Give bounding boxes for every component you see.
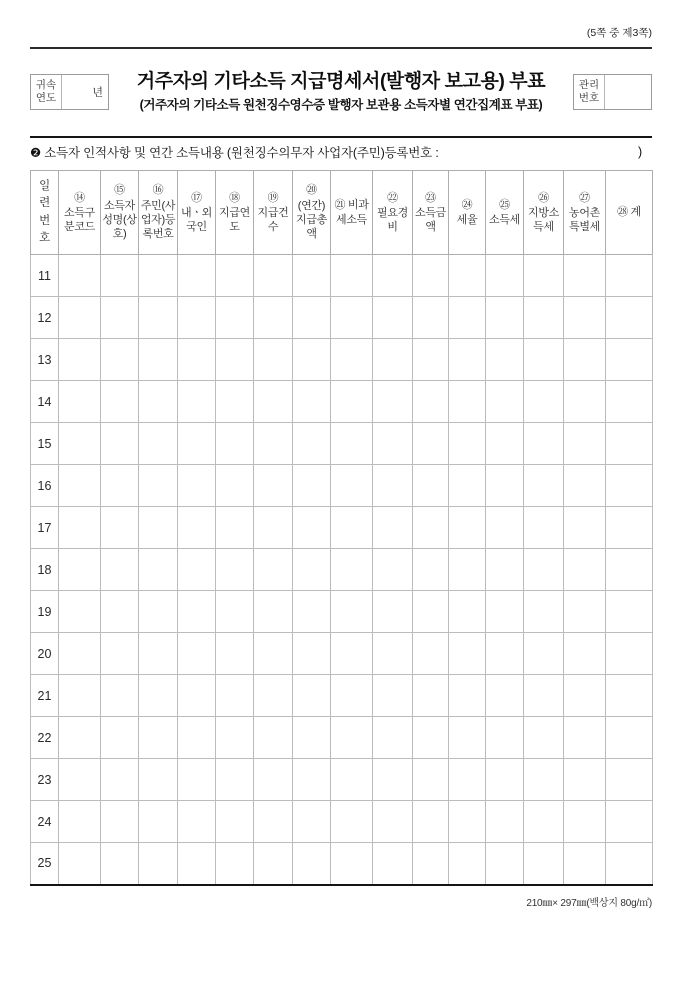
empty-cell[interactable] bbox=[449, 255, 486, 297]
empty-cell[interactable] bbox=[101, 255, 139, 297]
empty-cell[interactable] bbox=[293, 255, 331, 297]
empty-cell[interactable] bbox=[486, 381, 524, 423]
empty-cell[interactable] bbox=[331, 507, 373, 549]
empty-cell[interactable] bbox=[449, 381, 486, 423]
empty-cell[interactable] bbox=[486, 465, 524, 507]
col-header-18: ⑱ 지급연도 bbox=[216, 171, 254, 255]
col-header-20: ⑳ (연간)지급총액 bbox=[293, 171, 331, 255]
empty-cell[interactable] bbox=[139, 843, 178, 885]
empty-cell[interactable] bbox=[178, 465, 216, 507]
empty-cell[interactable] bbox=[486, 675, 524, 717]
empty-cell[interactable] bbox=[59, 339, 101, 381]
empty-cell[interactable] bbox=[486, 255, 524, 297]
table-row bbox=[31, 717, 653, 759]
row-number: 14 bbox=[31, 381, 59, 423]
empty-cell[interactable] bbox=[564, 591, 606, 633]
empty-cell[interactable] bbox=[413, 339, 449, 381]
empty-cell[interactable] bbox=[101, 381, 139, 423]
empty-cell[interactable] bbox=[293, 465, 331, 507]
empty-cell[interactable] bbox=[413, 381, 449, 423]
table-row bbox=[31, 297, 653, 339]
row-number: 11 bbox=[31, 255, 59, 297]
empty-cell[interactable] bbox=[606, 843, 653, 885]
table-body bbox=[31, 255, 653, 885]
empty-cell[interactable] bbox=[449, 591, 486, 633]
table-row bbox=[31, 507, 653, 549]
empty-cell[interactable] bbox=[606, 591, 653, 633]
empty-cell[interactable] bbox=[139, 339, 178, 381]
empty-cell[interactable] bbox=[413, 255, 449, 297]
empty-cell[interactable] bbox=[293, 549, 331, 591]
empty-cell[interactable] bbox=[373, 591, 413, 633]
empty-cell[interactable] bbox=[331, 255, 373, 297]
document-subtitle: (거주자의 기타소득 원천징수영수증 발행자 보관용 소득자별 연간집계표 부표) bbox=[139, 98, 543, 113]
empty-cell[interactable] bbox=[524, 759, 564, 801]
row-number: 25 bbox=[31, 843, 59, 885]
empty-cell[interactable] bbox=[216, 255, 254, 297]
empty-cell[interactable] bbox=[564, 255, 606, 297]
empty-cell[interactable] bbox=[139, 801, 178, 843]
col-header-19: ⑲ 지급건수 bbox=[254, 171, 293, 255]
empty-cell[interactable] bbox=[293, 339, 331, 381]
empty-cell[interactable] bbox=[449, 339, 486, 381]
empty-cell[interactable] bbox=[373, 633, 413, 675]
section-heading-text: ❷ 소득자 인적사항 및 연간 소득내용 (원천징수의무자 사업자(주민)등록번호 : bbox=[30, 146, 439, 160]
row-number: 19 bbox=[31, 591, 59, 633]
empty-cell[interactable] bbox=[139, 255, 178, 297]
empty-cell[interactable] bbox=[413, 297, 449, 339]
empty-cell[interactable] bbox=[331, 591, 373, 633]
empty-cell[interactable] bbox=[486, 507, 524, 549]
empty-cell[interactable] bbox=[59, 759, 101, 801]
empty-cell[interactable] bbox=[139, 507, 178, 549]
empty-cell[interactable] bbox=[331, 465, 373, 507]
col-header-21: ㉑ 비과세소득 bbox=[331, 171, 373, 255]
empty-cell[interactable] bbox=[373, 381, 413, 423]
empty-cell[interactable] bbox=[254, 465, 293, 507]
row-number: 16 bbox=[31, 465, 59, 507]
empty-cell[interactable] bbox=[254, 507, 293, 549]
col-header-17: ⑰ 내ㆍ외국인 bbox=[178, 171, 216, 255]
top-rule bbox=[30, 47, 652, 49]
empty-cell[interactable] bbox=[564, 507, 606, 549]
empty-cell[interactable] bbox=[606, 801, 653, 843]
empty-cell[interactable] bbox=[564, 801, 606, 843]
row-number: 20 bbox=[31, 633, 59, 675]
empty-cell[interactable] bbox=[139, 465, 178, 507]
empty-cell[interactable] bbox=[59, 801, 101, 843]
row-number: 12 bbox=[31, 297, 59, 339]
empty-cell[interactable] bbox=[139, 759, 178, 801]
empty-cell[interactable] bbox=[486, 633, 524, 675]
empty-cell[interactable] bbox=[486, 423, 524, 465]
empty-cell[interactable] bbox=[524, 381, 564, 423]
empty-cell[interactable] bbox=[293, 507, 331, 549]
empty-cell[interactable] bbox=[331, 297, 373, 339]
empty-cell[interactable] bbox=[59, 507, 101, 549]
empty-cell[interactable] bbox=[564, 339, 606, 381]
empty-cell[interactable] bbox=[178, 591, 216, 633]
empty-cell[interactable] bbox=[101, 675, 139, 717]
empty-cell[interactable] bbox=[254, 675, 293, 717]
empty-cell[interactable] bbox=[373, 759, 413, 801]
empty-cell[interactable] bbox=[101, 549, 139, 591]
empty-cell[interactable] bbox=[449, 759, 486, 801]
empty-cell[interactable] bbox=[486, 801, 524, 843]
empty-cell[interactable] bbox=[449, 423, 486, 465]
empty-cell[interactable] bbox=[101, 339, 139, 381]
empty-cell[interactable] bbox=[449, 801, 486, 843]
empty-cell[interactable] bbox=[178, 423, 216, 465]
empty-cell[interactable] bbox=[331, 633, 373, 675]
empty-cell[interactable] bbox=[59, 843, 101, 885]
empty-cell[interactable] bbox=[101, 633, 139, 675]
table-row bbox=[31, 465, 653, 507]
empty-cell[interactable] bbox=[606, 465, 653, 507]
document-title: 거주자의 기타소득 지급명세서(발행자 보고용) 부표 bbox=[136, 71, 546, 93]
empty-cell[interactable] bbox=[413, 675, 449, 717]
empty-cell[interactable] bbox=[331, 717, 373, 759]
empty-cell[interactable] bbox=[413, 801, 449, 843]
empty-cell[interactable] bbox=[101, 717, 139, 759]
empty-cell[interactable] bbox=[606, 339, 653, 381]
empty-cell[interactable] bbox=[178, 297, 216, 339]
empty-cell[interactable] bbox=[524, 843, 564, 885]
empty-cell[interactable] bbox=[524, 717, 564, 759]
empty-cell[interactable] bbox=[216, 549, 254, 591]
empty-cell[interactable] bbox=[524, 297, 564, 339]
attribution-year-label: 귀속연도 bbox=[31, 75, 62, 109]
empty-cell[interactable] bbox=[449, 465, 486, 507]
empty-cell[interactable] bbox=[254, 717, 293, 759]
empty-cell[interactable] bbox=[139, 591, 178, 633]
table-row bbox=[31, 801, 653, 843]
empty-cell[interactable] bbox=[413, 759, 449, 801]
empty-cell[interactable] bbox=[293, 717, 331, 759]
empty-cell[interactable] bbox=[178, 675, 216, 717]
row-number: 15 bbox=[31, 423, 59, 465]
empty-cell[interactable] bbox=[486, 339, 524, 381]
empty-cell[interactable] bbox=[486, 549, 524, 591]
empty-cell[interactable] bbox=[564, 381, 606, 423]
empty-cell[interactable] bbox=[373, 717, 413, 759]
empty-cell[interactable] bbox=[178, 255, 216, 297]
empty-cell[interactable] bbox=[216, 591, 254, 633]
empty-cell[interactable] bbox=[331, 801, 373, 843]
empty-cell[interactable] bbox=[606, 423, 653, 465]
empty-cell[interactable] bbox=[101, 297, 139, 339]
empty-cell[interactable] bbox=[254, 633, 293, 675]
empty-cell[interactable] bbox=[293, 633, 331, 675]
row-number: 13 bbox=[31, 339, 59, 381]
empty-cell[interactable] bbox=[373, 675, 413, 717]
col-header-27: ㉗ 농어촌특별세 bbox=[564, 171, 606, 255]
empty-cell[interactable] bbox=[254, 801, 293, 843]
empty-cell[interactable] bbox=[293, 591, 331, 633]
empty-cell[interactable] bbox=[373, 465, 413, 507]
empty-cell[interactable] bbox=[564, 423, 606, 465]
col-header-23: ㉓ 소득금액 bbox=[413, 171, 449, 255]
empty-cell[interactable] bbox=[331, 675, 373, 717]
table-header-row bbox=[31, 171, 653, 255]
section-divider-rule bbox=[30, 136, 652, 138]
empty-cell[interactable] bbox=[101, 843, 139, 885]
empty-cell[interactable] bbox=[216, 633, 254, 675]
empty-cell[interactable] bbox=[254, 843, 293, 885]
empty-cell[interactable] bbox=[524, 591, 564, 633]
col-header-25: ㉕ 소득세 bbox=[486, 171, 524, 255]
row-number: 23 bbox=[31, 759, 59, 801]
empty-cell[interactable] bbox=[331, 549, 373, 591]
empty-cell[interactable] bbox=[293, 801, 331, 843]
empty-cell[interactable] bbox=[449, 297, 486, 339]
empty-cell[interactable] bbox=[449, 675, 486, 717]
empty-cell[interactable] bbox=[178, 717, 216, 759]
row-number: 24 bbox=[31, 801, 59, 843]
empty-cell[interactable] bbox=[564, 549, 606, 591]
table-row bbox=[31, 549, 653, 591]
col-header-16: ⑯ 주민(사업자)등록번호 bbox=[139, 171, 178, 255]
empty-cell[interactable] bbox=[254, 339, 293, 381]
col-header-26: ㉖ 지방소득세 bbox=[524, 171, 564, 255]
empty-cell[interactable] bbox=[413, 507, 449, 549]
attribution-year-field[interactable]: 년 bbox=[92, 87, 103, 99]
empty-cell[interactable] bbox=[564, 843, 606, 885]
empty-cell[interactable] bbox=[524, 339, 564, 381]
empty-cell[interactable] bbox=[216, 297, 254, 339]
empty-cell[interactable] bbox=[486, 843, 524, 885]
empty-cell[interactable] bbox=[373, 255, 413, 297]
empty-cell[interactable] bbox=[486, 591, 524, 633]
empty-cell[interactable] bbox=[59, 297, 101, 339]
empty-cell[interactable] bbox=[564, 759, 606, 801]
empty-cell[interactable] bbox=[59, 717, 101, 759]
empty-cell[interactable] bbox=[524, 675, 564, 717]
empty-cell[interactable] bbox=[293, 297, 331, 339]
empty-cell[interactable] bbox=[331, 759, 373, 801]
management-number-box bbox=[573, 74, 652, 110]
table-row bbox=[31, 423, 653, 465]
empty-cell[interactable] bbox=[524, 465, 564, 507]
empty-cell[interactable] bbox=[216, 507, 254, 549]
col-header-24: ㉔ 세율 bbox=[449, 171, 486, 255]
empty-cell[interactable] bbox=[373, 549, 413, 591]
empty-cell[interactable] bbox=[524, 549, 564, 591]
empty-cell[interactable] bbox=[101, 423, 139, 465]
col-header-serial: 일련번호 bbox=[31, 171, 59, 255]
empty-cell[interactable] bbox=[524, 801, 564, 843]
empty-cell[interactable] bbox=[606, 675, 653, 717]
empty-cell[interactable] bbox=[606, 549, 653, 591]
empty-cell[interactable] bbox=[101, 759, 139, 801]
empty-cell[interactable] bbox=[178, 549, 216, 591]
empty-cell[interactable] bbox=[606, 255, 653, 297]
empty-cell[interactable] bbox=[331, 843, 373, 885]
empty-cell[interactable] bbox=[178, 801, 216, 843]
empty-cell[interactable] bbox=[216, 339, 254, 381]
empty-cell[interactable] bbox=[178, 507, 216, 549]
empty-cell[interactable] bbox=[101, 465, 139, 507]
empty-cell[interactable] bbox=[413, 465, 449, 507]
empty-cell[interactable] bbox=[524, 423, 564, 465]
empty-cell[interactable] bbox=[293, 381, 331, 423]
empty-cell[interactable] bbox=[216, 843, 254, 885]
empty-cell[interactable] bbox=[413, 717, 449, 759]
empty-cell[interactable] bbox=[101, 591, 139, 633]
empty-cell[interactable] bbox=[139, 423, 178, 465]
empty-cell[interactable] bbox=[216, 381, 254, 423]
empty-cell[interactable] bbox=[293, 675, 331, 717]
table-row bbox=[31, 591, 653, 633]
empty-cell[interactable] bbox=[486, 297, 524, 339]
empty-cell[interactable] bbox=[449, 549, 486, 591]
empty-cell[interactable] bbox=[178, 843, 216, 885]
empty-cell[interactable] bbox=[139, 633, 178, 675]
empty-cell[interactable] bbox=[59, 255, 101, 297]
empty-cell[interactable] bbox=[524, 507, 564, 549]
empty-cell[interactable] bbox=[564, 717, 606, 759]
empty-cell[interactable] bbox=[139, 297, 178, 339]
empty-cell[interactable] bbox=[139, 549, 178, 591]
empty-cell[interactable] bbox=[564, 675, 606, 717]
management-number-label: 관리번호 bbox=[574, 75, 605, 109]
row-number: 22 bbox=[31, 717, 59, 759]
empty-cell[interactable] bbox=[139, 717, 178, 759]
empty-cell[interactable] bbox=[254, 549, 293, 591]
empty-cell[interactable] bbox=[449, 633, 486, 675]
title-block bbox=[109, 71, 573, 112]
empty-cell[interactable] bbox=[178, 633, 216, 675]
table-row bbox=[31, 759, 653, 801]
empty-cell[interactable] bbox=[101, 801, 139, 843]
document-page bbox=[30, 26, 652, 909]
row-number: 17 bbox=[31, 507, 59, 549]
empty-cell[interactable] bbox=[254, 591, 293, 633]
section-heading-close-paren: ) bbox=[638, 145, 642, 159]
empty-cell[interactable] bbox=[373, 801, 413, 843]
table-row bbox=[31, 339, 653, 381]
empty-cell[interactable] bbox=[331, 423, 373, 465]
empty-cell[interactable] bbox=[59, 381, 101, 423]
empty-cell[interactable] bbox=[331, 381, 373, 423]
empty-cell[interactable] bbox=[486, 717, 524, 759]
table-row bbox=[31, 255, 653, 297]
management-number-field[interactable] bbox=[605, 75, 651, 109]
empty-cell[interactable] bbox=[373, 507, 413, 549]
paper-spec-footer: 210㎜× 297㎜(백상지 80g/㎡) bbox=[526, 897, 652, 909]
empty-cell[interactable] bbox=[449, 507, 486, 549]
empty-cell[interactable] bbox=[254, 381, 293, 423]
empty-cell[interactable] bbox=[373, 297, 413, 339]
col-header-15: ⑮ 소득자성명(상호) bbox=[101, 171, 139, 255]
section-heading bbox=[30, 143, 652, 161]
empty-cell[interactable] bbox=[59, 423, 101, 465]
table-row bbox=[31, 675, 653, 717]
attribution-year-box bbox=[30, 74, 109, 110]
empty-cell[interactable] bbox=[254, 423, 293, 465]
empty-cell[interactable] bbox=[59, 591, 101, 633]
row-number: 18 bbox=[31, 549, 59, 591]
empty-cell[interactable] bbox=[524, 633, 564, 675]
empty-cell[interactable] bbox=[178, 759, 216, 801]
document-header bbox=[30, 63, 652, 121]
empty-cell[interactable] bbox=[216, 675, 254, 717]
empty-cell[interactable] bbox=[606, 381, 653, 423]
empty-cell[interactable] bbox=[139, 381, 178, 423]
empty-cell[interactable] bbox=[216, 717, 254, 759]
registration-number-blank[interactable] bbox=[439, 143, 638, 161]
empty-cell[interactable] bbox=[413, 843, 449, 885]
empty-cell[interactable] bbox=[216, 759, 254, 801]
table-row bbox=[31, 843, 653, 885]
empty-cell[interactable] bbox=[564, 465, 606, 507]
empty-cell[interactable] bbox=[373, 423, 413, 465]
empty-cell[interactable] bbox=[564, 633, 606, 675]
empty-cell[interactable] bbox=[293, 423, 331, 465]
empty-cell[interactable] bbox=[373, 339, 413, 381]
empty-cell[interactable] bbox=[216, 801, 254, 843]
empty-cell[interactable] bbox=[413, 591, 449, 633]
empty-cell[interactable] bbox=[606, 759, 653, 801]
empty-cell[interactable] bbox=[486, 759, 524, 801]
table-row bbox=[31, 381, 653, 423]
col-header-14: ⑭ 소득구분코드 bbox=[59, 171, 101, 255]
empty-cell[interactable] bbox=[178, 381, 216, 423]
table-row bbox=[31, 633, 653, 675]
empty-cell[interactable] bbox=[293, 759, 331, 801]
empty-cell[interactable] bbox=[524, 255, 564, 297]
empty-cell[interactable] bbox=[178, 339, 216, 381]
empty-cell[interactable] bbox=[606, 507, 653, 549]
empty-cell[interactable] bbox=[413, 549, 449, 591]
empty-cell[interactable] bbox=[331, 339, 373, 381]
empty-cell[interactable] bbox=[449, 843, 486, 885]
empty-cell[interactable] bbox=[254, 759, 293, 801]
empty-cell[interactable] bbox=[606, 297, 653, 339]
empty-cell[interactable] bbox=[564, 297, 606, 339]
empty-cell[interactable] bbox=[606, 717, 653, 759]
empty-cell[interactable] bbox=[59, 465, 101, 507]
col-header-22: ㉒ 필요경비 bbox=[373, 171, 413, 255]
empty-cell[interactable] bbox=[606, 633, 653, 675]
empty-cell[interactable] bbox=[254, 255, 293, 297]
empty-cell[interactable] bbox=[101, 507, 139, 549]
empty-cell[interactable] bbox=[293, 843, 331, 885]
empty-cell[interactable] bbox=[254, 297, 293, 339]
col-header-28: ㉘ 계 bbox=[606, 171, 653, 255]
income-summary-table bbox=[30, 170, 653, 886]
page-number-note: (5쪽 중 제3쪽) bbox=[586, 27, 652, 39]
empty-cell[interactable] bbox=[59, 633, 101, 675]
empty-cell[interactable] bbox=[216, 423, 254, 465]
empty-cell[interactable] bbox=[59, 675, 101, 717]
empty-cell[interactable] bbox=[449, 717, 486, 759]
empty-cell[interactable] bbox=[216, 465, 254, 507]
empty-cell[interactable] bbox=[413, 423, 449, 465]
empty-cell[interactable] bbox=[139, 675, 178, 717]
empty-cell[interactable] bbox=[59, 549, 101, 591]
row-number: 21 bbox=[31, 675, 59, 717]
empty-cell[interactable] bbox=[373, 843, 413, 885]
empty-cell[interactable] bbox=[413, 633, 449, 675]
